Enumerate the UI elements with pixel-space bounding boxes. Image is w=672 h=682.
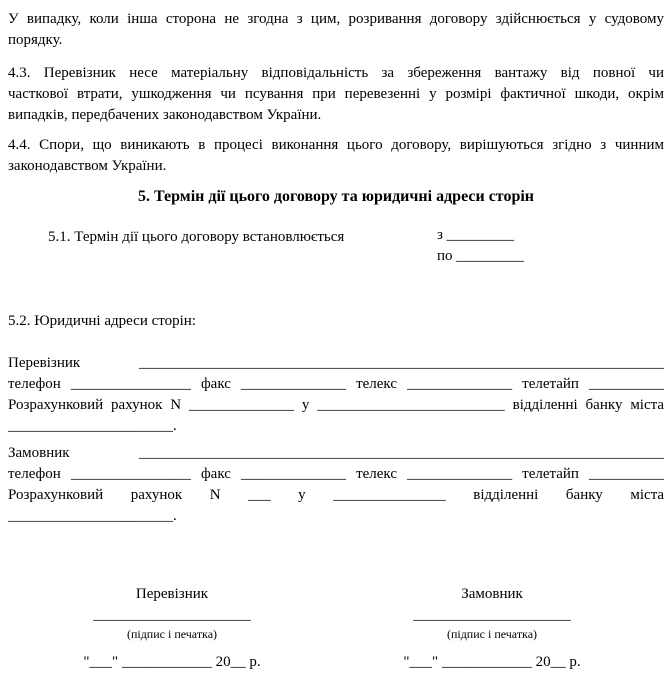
customer-address-block — [8, 443, 664, 527]
paragraph-4-3-line: 4.3. Перевізник несе матеріальну відповідальність за збереження вантажу від повної чи — [8, 65, 664, 81]
carrier-contacts-line — [8, 374, 664, 395]
clause-5-1-text: 5.1. Термін дії цього договору встановлюється — [48, 229, 345, 245]
term-to-blank: по _________ — [437, 248, 524, 264]
customer-fax-blank: ______________ — [240, 466, 346, 482]
paragraph-4-4 — [8, 135, 664, 177]
carrier-teletype-label: телетайп — [522, 376, 579, 392]
customer-date-blank: "___" ____________ 20__ р. — [403, 654, 581, 670]
carrier-teletype-blank: __________ — [589, 376, 665, 392]
customer-fax-label: факс — [200, 466, 231, 482]
carrier-name-label: Перевізник — [8, 355, 81, 371]
carrier-phone-label: телефон — [8, 376, 61, 392]
paragraph-intro-line: У випадку, коли інша сторона не згодна з цим, розривання договору здійснюється у судовому — [8, 11, 664, 27]
carrier-signature-blank: _____________________ — [93, 607, 251, 623]
customer-name-label: Замовник — [8, 445, 70, 461]
paragraph-4-3 — [8, 63, 664, 126]
term-dates — [437, 225, 524, 267]
customer-account-word: Розрахунковий — [8, 487, 104, 503]
carrier-account-in-label: у — [301, 397, 310, 413]
paragraph-4-3-line: часткової втрати, ушкодження чи псування при перевезенні у розмірі фактичної шкоди, окрім — [8, 86, 664, 102]
signature-section — [8, 584, 664, 673]
customer-telex-label: телекс — [356, 466, 397, 482]
carrier-fax-label: факс — [200, 376, 231, 392]
carrier-branch-suffix: відділенні банку міста — [512, 397, 665, 413]
term-from-blank: з _________ — [437, 227, 515, 243]
customer-contacts-line — [8, 464, 664, 485]
customer-signature-blank: _____________________ — [413, 607, 571, 623]
carrier-name-line — [8, 353, 664, 374]
paragraph-4-4-line: законодавством України. — [8, 158, 167, 174]
customer-account-blank: ___ — [248, 487, 271, 503]
carrier-signature-block — [62, 584, 282, 673]
paragraph-4-3-line: випадків, передбачених законодавством України. — [8, 107, 322, 123]
carrier-signature-title: Перевізник — [135, 586, 209, 602]
carrier-phone-blank: ________________ — [70, 376, 191, 392]
customer-account-word: N — [209, 487, 221, 503]
customer-account-word: рахунок — [130, 487, 183, 503]
carrier-account-label: Розрахунковий рахунок N — [8, 397, 182, 413]
customer-phone-label: телефон — [8, 466, 61, 482]
carrier-name-blank: ______________________________________________________________________ — [139, 355, 664, 371]
customer-city-blank: ______________________. — [8, 508, 177, 524]
carrier-telex-label: телекс — [356, 376, 397, 392]
carrier-bank-blank: _________________________ — [317, 397, 505, 413]
carrier-telex-blank: ______________ — [407, 376, 513, 392]
customer-telex-blank: ______________ — [407, 466, 513, 482]
customer-account-word: банку — [565, 487, 603, 503]
carrier-fax-blank: ______________ — [240, 376, 346, 392]
customer-teletype-blank: __________ — [589, 466, 665, 482]
customer-signature-title: Замовник — [461, 586, 523, 602]
carrier-date-blank: "___" ____________ 20__ р. — [83, 654, 261, 670]
customer-account-word: у — [298, 487, 306, 503]
clause-5-1-row — [8, 227, 664, 269]
customer-name-line — [8, 443, 664, 464]
customer-bank-blank: _______________ — [333, 487, 446, 503]
customer-signature-block — [382, 584, 602, 673]
carrier-city-blank: ______________________. — [8, 418, 177, 434]
carrier-address-block — [8, 353, 664, 437]
paragraph-4-4-line: 4.4. Спори, що виникають в процесі виконання цього договору, вирішуються згідно з чинним — [8, 137, 664, 153]
carrier-signature-caption: (підпис і печатка) — [126, 627, 218, 641]
customer-account-word: відділенні — [473, 487, 539, 503]
customer-name-blank: ______________________________________________________________________ — [139, 445, 664, 461]
customer-signature-caption: (підпис і печатка) — [446, 627, 538, 641]
customer-account-line — [8, 485, 664, 506]
carrier-account-line — [8, 395, 664, 416]
paragraph-intro-line: порядку. — [8, 32, 63, 48]
paragraph-intro — [8, 9, 664, 51]
customer-teletype-label: телетайп — [522, 466, 579, 482]
customer-account-word: міста — [630, 487, 665, 503]
customer-phone-blank: ________________ — [70, 466, 191, 482]
carrier-account-blank: ______________ — [189, 397, 295, 413]
clause-5-2-text: 5.2. Юридичні адреси сторін: — [8, 313, 196, 329]
section-5-heading: 5. Термін дії цього договору та юридичні адреси сторін — [137, 188, 534, 205]
